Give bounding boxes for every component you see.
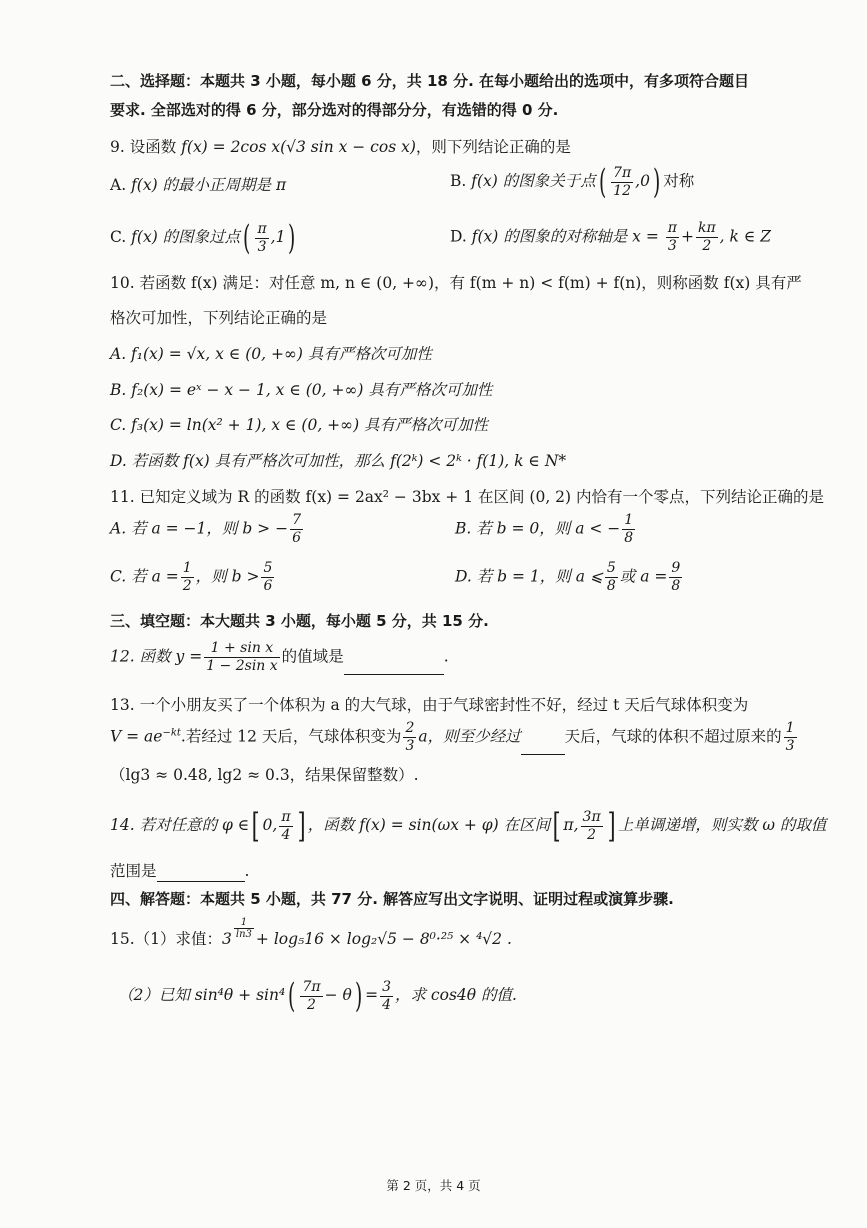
q14-l2-end: . — [244, 862, 250, 880]
option-label: B. — [450, 172, 467, 190]
left-bracket: [ — [251, 806, 260, 846]
denominator: 8 — [624, 530, 634, 546]
numerator: 1 — [182, 560, 192, 576]
numerator: 1 + sin x — [204, 640, 279, 658]
q9-stem — [110, 136, 571, 158]
q9-c-fraction — [255, 221, 268, 256]
q14-line2 — [110, 860, 249, 882]
denominator: 6 — [292, 530, 302, 546]
q15-p2-post: ，求 cos4θ 的值. — [395, 986, 517, 1004]
q12-pre: 12. 函数 y = — [110, 647, 203, 666]
q15-p2-pre: （2）已知 sin⁴θ + sin⁴ — [118, 986, 286, 1004]
q15-part1 — [110, 916, 512, 952]
q13-fraction1 — [403, 720, 416, 755]
q9-stem-expr: f(x) = 2cos x(√3 sin x − cos x) — [181, 138, 416, 156]
q15-part2 — [118, 978, 517, 1014]
q15-p1-base: 3 — [222, 930, 232, 948]
denominator: 2 — [587, 826, 597, 843]
q9-b-tail: ,0 — [635, 172, 650, 190]
answer-blank[interactable] — [521, 738, 565, 755]
q11-option-c — [110, 560, 276, 595]
q9-a-text: f(x) 的最小正周期是 π — [131, 176, 287, 194]
q13-mid: .若经过 12 天后，气球体积变为 — [180, 727, 402, 746]
numerator: 7π — [613, 164, 632, 181]
equals-sign: = — [365, 986, 379, 1004]
denominator: 8 — [606, 578, 616, 594]
right-paren: ) — [652, 162, 661, 202]
right-bracket: ] — [297, 806, 306, 846]
q11-b-fraction — [622, 512, 635, 547]
q11-d-mid: 或 a = — [619, 567, 668, 586]
denominator: 3 — [405, 738, 415, 754]
section2-heading-line1: 二、选择题：本题共 3 小题，每小题 6 分，共 18 分. 在每小题给出的选项中，有多项符合题目 — [110, 72, 750, 90]
numerator: π — [281, 808, 291, 825]
q14-range2-start: π, — [563, 816, 579, 834]
q15-p2-fraction2 — [380, 979, 393, 1014]
q12-end: . — [443, 647, 449, 666]
q11-option-a — [110, 512, 305, 547]
section3-heading: 三、填空题：本大题共 3 小题，每小题 5 分，共 15 分. — [110, 612, 489, 630]
q9-option-b — [450, 164, 694, 200]
section2-heading-line2: 要求. 全部选对的得 6 分，部分选对的得部分分，有选错的得 0 分. — [110, 101, 559, 119]
q9-b-text: f(x) 的图象关于点 — [471, 172, 596, 190]
q11-option-b — [455, 512, 637, 547]
numerator: 3π — [582, 808, 601, 825]
q9-d-fraction2 — [696, 220, 718, 255]
left-paren: ( — [598, 162, 607, 202]
q10-option-b: B. f₂(x) = eˣ − x − 1, x ∈ (0, +∞) 具有严格次可加性 — [110, 381, 493, 399]
q12-post: 的值域是 — [281, 647, 344, 666]
plus-sign: + — [680, 227, 694, 246]
q13-post: 天后，气球的体积不超过原来的 — [564, 727, 782, 746]
q9-c-tail: ,1 — [270, 228, 286, 246]
q12 — [110, 640, 449, 675]
denominator: 2 — [307, 996, 316, 1013]
q10-option-c: C. f₃(x) = ln(x² + 1), x ∈ (0, +∞) 具有严格次可加性 — [110, 416, 489, 434]
q15-p1-exponent — [232, 916, 256, 940]
right-paren: ) — [288, 218, 296, 258]
q9-d-fraction1 — [666, 220, 679, 255]
q11-a-text: A. 若 a = −1，则 b > − — [110, 519, 289, 538]
q15-p1-rest: + log₅16 × log₂√5 − 8⁰·²⁵ × ⁴√2 . — [255, 930, 512, 948]
q13-exponent: −kt — [162, 727, 181, 739]
q14-post: 上单调递增，则实数 ω 的取值 — [617, 816, 827, 834]
numerator: 3 — [382, 978, 391, 995]
denominator: 3 — [257, 238, 267, 255]
q14-mid: ，函数 f(x) = sin(ωx + φ) 在区间 — [307, 816, 551, 834]
denominator: 4 — [382, 996, 391, 1013]
denominator: 1 − 2sin x — [206, 658, 278, 674]
q11-c-fraction2 — [261, 560, 274, 595]
numerator: kπ — [697, 220, 716, 236]
q13-line1: 13. 一个小朋友买了一个体积为 a 的大气球，由于气球密封性不好，经过 t 天后气球体积变为 — [110, 696, 749, 714]
q14-l2-pre: 范围是 — [110, 862, 157, 880]
q14-line1 — [110, 808, 826, 844]
q9-d-text: f(x) 的图象的对称轴是 x = — [471, 227, 659, 246]
numerator: 7 — [292, 512, 302, 528]
q10-option-a: A. f₁(x) = √x, x ∈ (0, +∞) 具有严格次可加性 — [110, 345, 432, 363]
q9-b-post: 对称 — [663, 172, 695, 190]
answer-blank[interactable] — [344, 658, 444, 675]
numerator: 1 — [785, 720, 795, 736]
page-footer: 第 2 页，共 4 页 — [386, 1178, 481, 1193]
q13-line3: （lg3 ≈ 0.48, lg2 ≈ 0.3，结果保留整数）. — [110, 766, 419, 784]
numerator: 7π — [302, 978, 321, 995]
numerator: 1 — [234, 917, 254, 929]
right-paren: ) — [354, 976, 363, 1016]
q11-d-text: D. 若 b = 1，则 a ⩽ — [455, 567, 603, 586]
denominator: 2 — [182, 578, 192, 594]
q9-stem-pre: 9. 设函数 — [110, 138, 177, 156]
q13-formula: V = ae — [110, 727, 163, 746]
option-label: D. — [450, 227, 467, 246]
q10-stem-line1: 10. 若函数 f(x) 满足：对任意 m, n ∈ (0, +∞)，有 f(m + n) < f(m) + f(n)，则称函数 f(x) 具有严 — [110, 274, 802, 292]
denominator: ln3 — [235, 928, 252, 940]
denominator: 8 — [671, 578, 681, 594]
option-label: A. — [110, 176, 127, 194]
q14-fraction2 — [581, 809, 603, 844]
q9-c-text: f(x) 的图象过点 — [131, 228, 241, 246]
q13-a: a，则至少经过 — [418, 727, 521, 746]
q13-line2 — [110, 720, 799, 755]
answer-blank[interactable] — [157, 865, 245, 882]
q11-c-mid: ，则 b > — [195, 567, 260, 586]
q15-p2-tail: − θ — [324, 986, 352, 1004]
denominator: 3 — [785, 738, 795, 754]
numerator: 9 — [671, 560, 681, 576]
q11-option-d — [455, 560, 684, 595]
q14-pre: 14. 若对任意的 φ ∈ — [110, 816, 250, 834]
q14-fraction1 — [279, 809, 292, 844]
left-paren: ( — [243, 218, 251, 258]
q9-d-post: , k ∈ Z — [719, 227, 772, 246]
section4-heading: 四、解答题：本题共 5 小题，共 77 分. 解答应写出文字说明、证明过程或演算步骤. — [110, 890, 674, 908]
q11-d-fraction2 — [669, 560, 682, 595]
denominator: 3 — [667, 238, 677, 254]
numerator: 5 — [606, 560, 616, 576]
q15-p2-fraction1 — [300, 979, 322, 1014]
q11-d-fraction1 — [605, 560, 618, 595]
q9-option-a — [110, 174, 286, 196]
q11-c-fraction1 — [181, 560, 194, 595]
option-label: C. — [110, 228, 127, 246]
q9-option-d — [450, 220, 771, 255]
q13-fraction2 — [784, 720, 797, 755]
numerator: π — [667, 220, 677, 236]
right-bracket: ] — [607, 806, 616, 846]
denominator: 2 — [702, 238, 712, 254]
q12-fraction — [204, 640, 279, 675]
q14-range1-start: 0, — [262, 816, 278, 834]
q15-exp-fraction — [234, 917, 254, 940]
q11-b-text: B. 若 b = 0，则 a < − — [455, 519, 621, 538]
q10-stem-line2: 格次可加性，下列结论正确的是 — [110, 309, 328, 327]
q9-b-fraction — [611, 165, 633, 200]
q11-stem: 11. 已知定义域为 R 的函数 f(x) = 2ax² − 3bx + 1 在区间 (0, 2) 内恰有一个零点，下列结论正确的是 — [110, 488, 825, 506]
q11-a-fraction — [290, 512, 303, 547]
q10-option-d: D. 若函数 f(x) 具有严格次可加性，那么 f(2ᵏ) < 2ᵏ · f(1), k ∈ N* — [110, 452, 567, 470]
numerator: 5 — [263, 560, 273, 576]
q9-option-c — [110, 220, 299, 256]
left-bracket: [ — [552, 806, 561, 846]
q15-p1-pre: 15.（1）求值： — [110, 930, 223, 948]
q11-c-text: C. 若 a = — [110, 567, 179, 586]
numerator: π — [257, 220, 267, 237]
denominator: 12 — [613, 182, 631, 199]
denominator: 6 — [263, 578, 273, 594]
numerator: 1 — [624, 512, 634, 528]
left-paren: ( — [288, 976, 296, 1016]
q9-stem-post: ，则下列结论正确的是 — [415, 138, 571, 156]
denominator: 4 — [281, 826, 291, 843]
numerator: 2 — [405, 720, 415, 736]
